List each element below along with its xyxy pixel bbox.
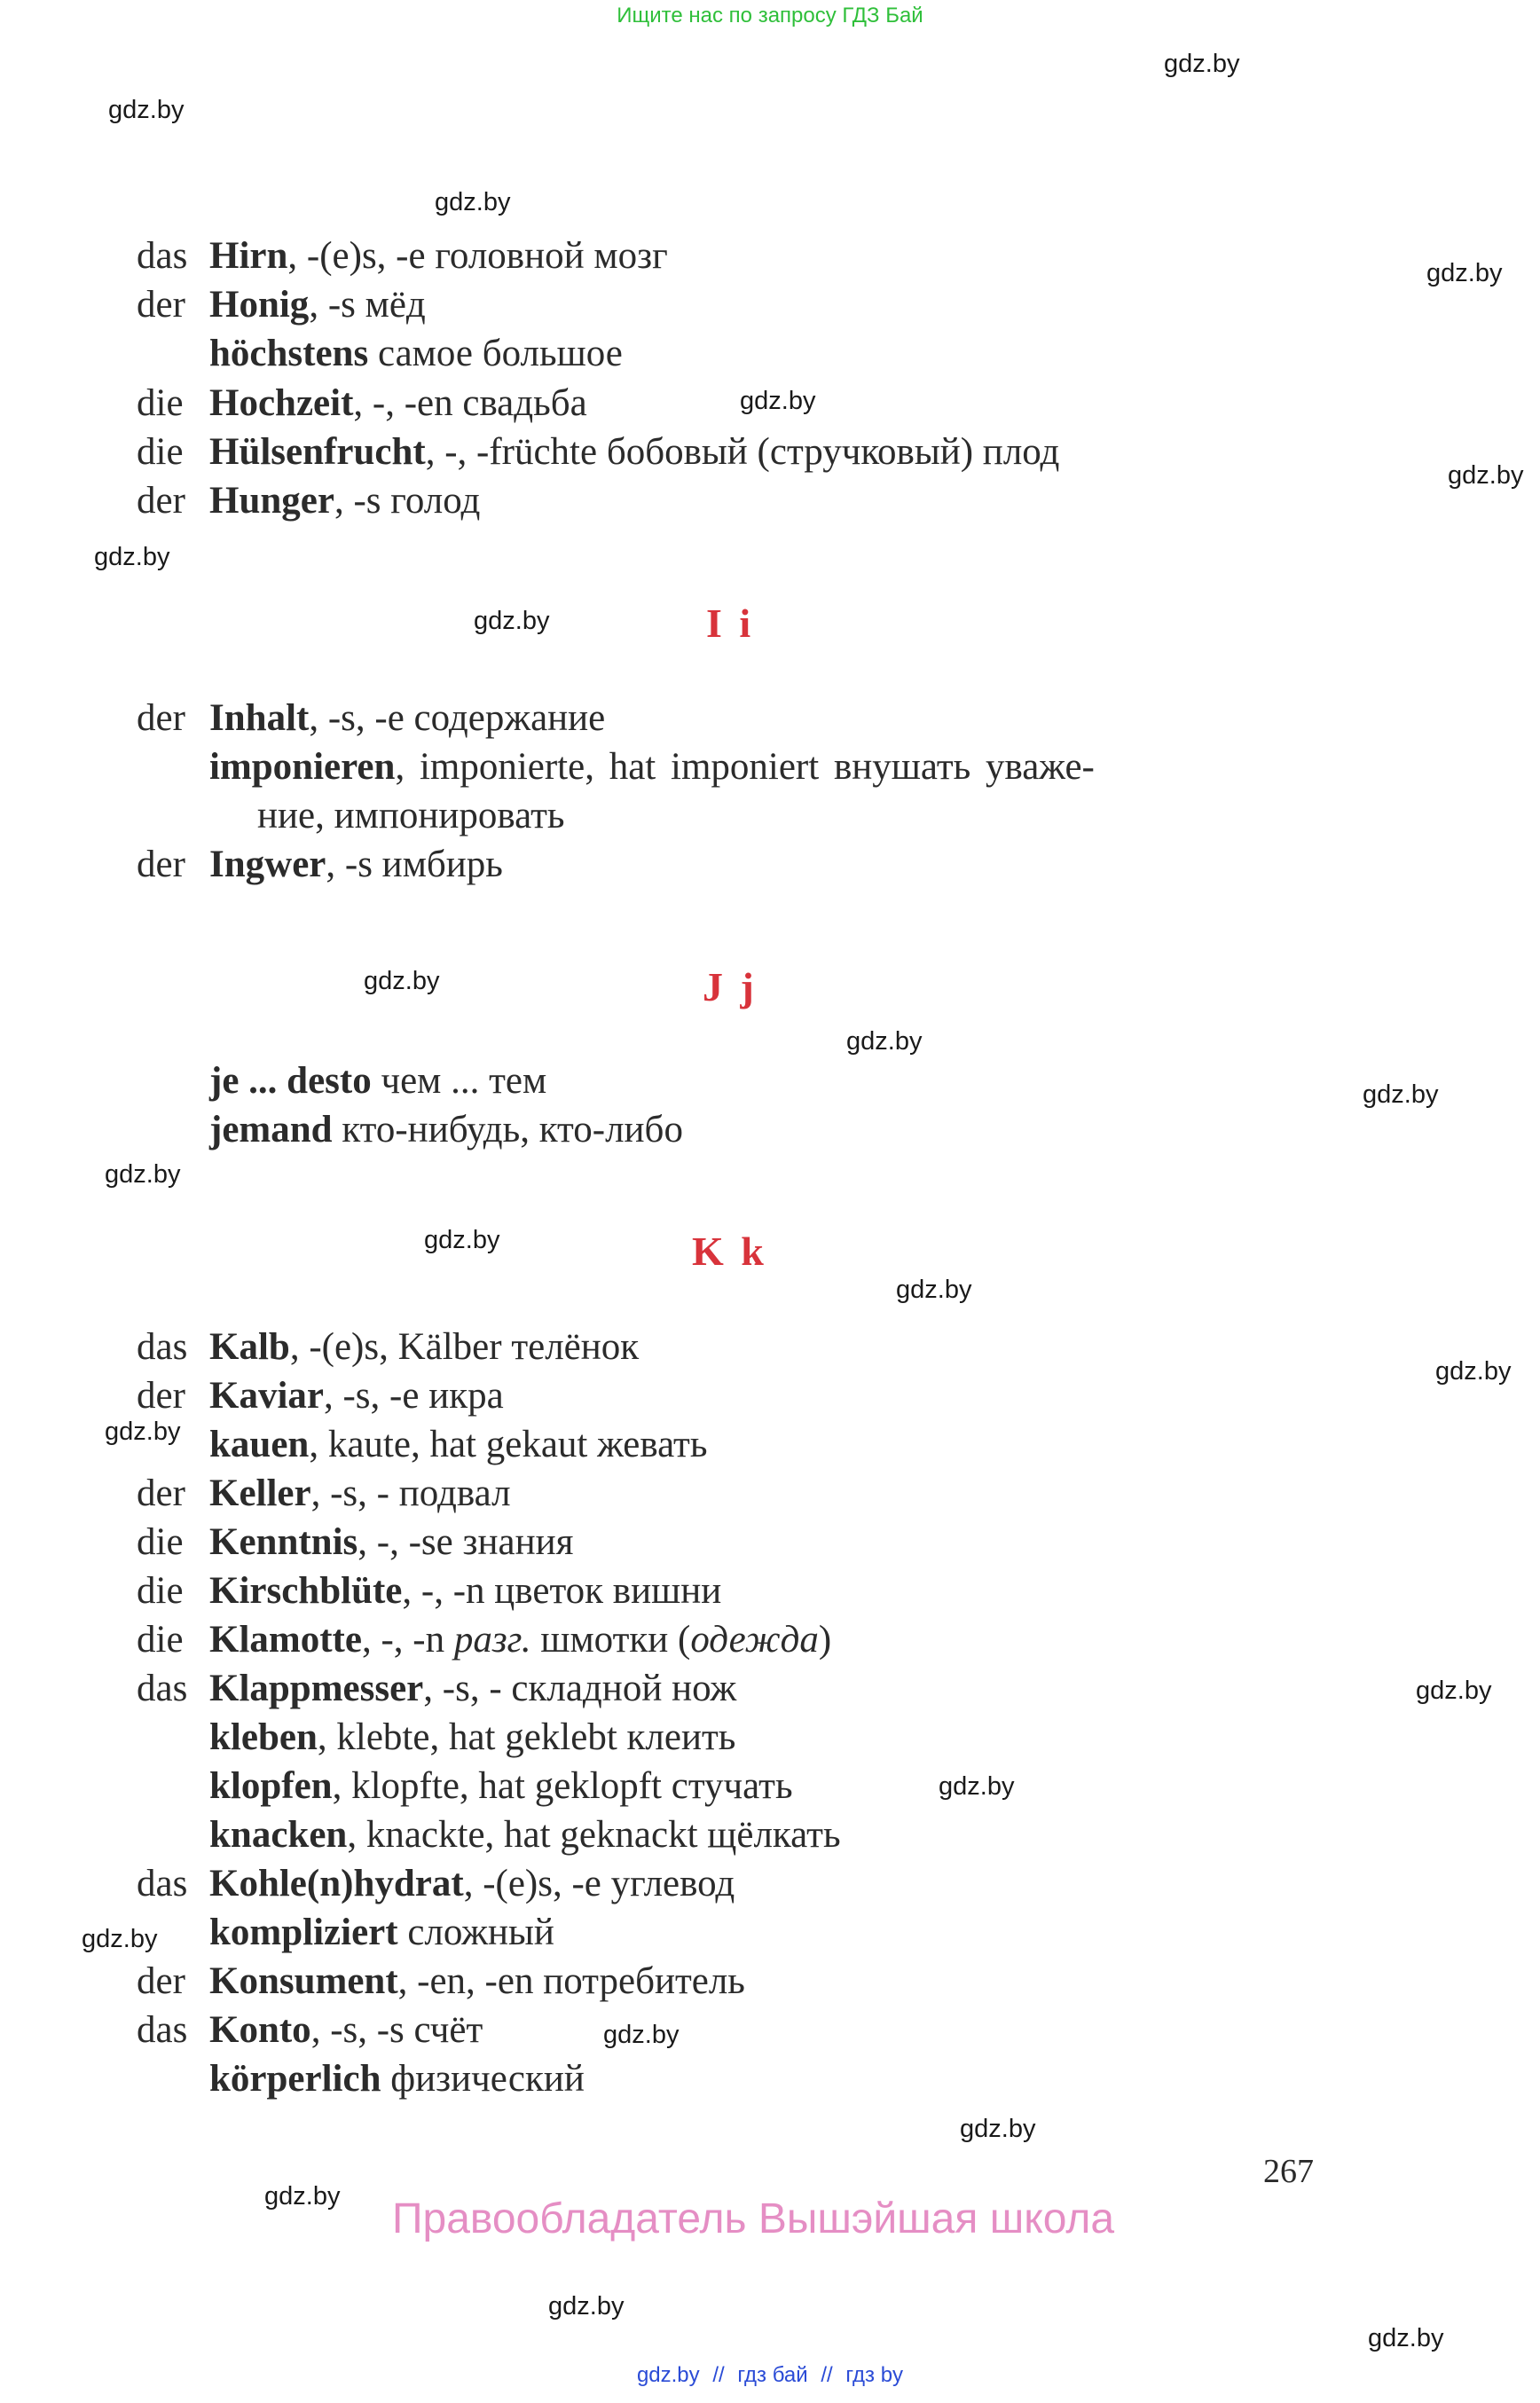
entry-article: das [137,1326,188,1368]
watermark: gdz.by [1448,461,1524,490]
entry-headword: Ingwer [209,844,326,885]
watermark: gdz.by [740,387,816,415]
watermark: gdz.by [82,1925,158,1953]
entry-definition: , -s мёд [309,284,426,326]
entry-article: das [137,1863,188,1904]
entry-definition: , -s, -e икра [323,1375,504,1417]
entry-headword: Klamotte [209,1619,362,1661]
entry-definition: , -, -früchte бобовый (стручковый) плод [425,431,1060,473]
entry-headword: Konto [209,2009,311,2051]
entry-headword: Hunger [209,480,334,522]
watermark: gdz.by [1363,1080,1439,1109]
entry-definition: , klopfte, hat geklopft стучать [332,1765,793,1807]
entry-article: die [137,1521,184,1563]
watermark: gdz.by [94,543,170,571]
watermark: gdz.by [435,188,511,216]
watermark: gdz.by [1164,50,1240,78]
watermark: gdz.by [1368,2324,1444,2352]
entry-article: das [137,235,188,277]
watermark: gdz.by [105,1160,181,1189]
watermark: gdz.by [960,2115,1036,2143]
entry-article: der [137,1960,185,2002]
entry-usage-note: одежда [690,1619,819,1661]
entry-headword: Klappmesser [209,1668,424,1709]
section-letter-i: I i [706,601,755,646]
watermark: gdz.by [1426,259,1503,287]
entry-definition: , klebte, hat geklebt клеить [317,1716,736,1758]
entry-headword: Honig [209,284,310,326]
section-letter-j: J j [703,964,758,1009]
link-separator: // [712,2363,725,2387]
entry-definition: , -, -n [361,1619,454,1661]
entry-definition: самое большое [368,333,623,374]
entry-definition: , -, -n цветок вишни [402,1570,722,1612]
entry-headword: Kaviar [209,1375,324,1417]
entry-definition: , -(e)s, -e головной мозг [287,235,668,277]
entry-headword: Kirschblüte [209,1570,403,1612]
entry-continuation: ние, импонировать [257,795,565,836]
entry-headword: je ... desto [209,1060,372,1102]
entry-article: der [137,1472,185,1514]
entry-headword: Hülsenfrucht [209,431,426,473]
entry-definition: , -, -en свадьба [353,382,587,424]
entry-headword: Hochzeit [209,382,354,424]
entry-article: das [137,2009,188,2051]
entry-headword: kauen [209,1424,310,1465]
entry-headword: Kohle(n)hydrat [209,1863,464,1904]
entry-definition: , -s, -s счёт [310,2009,483,2051]
entry-headword: höchstens [209,333,369,374]
entry-definition: , -s имбирь [326,844,503,885]
entry-article: der [137,480,185,522]
entry-headword: Hirn [209,235,288,277]
entry-definition: кто-нибудь, кто-либо [332,1109,683,1150]
entry-headword: jemand [209,1109,333,1150]
bottom-link[interactable]: gdz.by [636,2363,700,2387]
entry-article: die [137,382,184,424]
entry-usage-label: разг. [453,1619,531,1661]
watermark: gdz.by [105,1417,181,1446]
bottom-link[interactable]: гдз by [845,2363,904,2387]
entry-definition: , -s, - складной нож [423,1668,737,1709]
entry-headword: Inhalt [209,697,310,739]
entry-definition: ) [818,1619,832,1661]
entry-headword: kleben [209,1716,318,1758]
entry-headword: kompliziert [209,1912,398,1953]
entry-article: die [137,1619,184,1661]
watermark: gdz.by [603,2021,680,2049]
entry-definition: , -, -se знания [358,1521,574,1563]
entry-definition: чем ... тем [371,1060,547,1102]
entry-definition: , -s, -e содержание [309,697,606,739]
watermark: gdz.by [939,1772,1015,1801]
entry-headword: Keller [209,1472,311,1514]
watermark: gdz.by [548,2292,625,2321]
entry-definition: , -(e)s, -e углевод [463,1863,735,1904]
entry-article: der [137,844,185,885]
entry-article: die [137,431,184,473]
entry-definition: сложный [397,1912,554,1953]
entry-headword: Konsument [209,1960,398,2002]
entry-headword: knacken [209,1814,348,1856]
entry-headword: klopfen [209,1765,333,1807]
entry-definition: , -s голод [334,480,481,522]
entry-headword: imponieren [209,746,396,788]
watermark: gdz.by [424,1226,500,1254]
page-number: 267 [1263,2153,1314,2190]
watermark: gdz.by [108,96,185,124]
section-letter-k: K k [692,1229,767,1274]
watermark: gdz.by [846,1027,923,1056]
watermark: gdz.by [264,2182,341,2211]
watermark: gdz.by [1416,1677,1492,1705]
entry-definition: , kaute, hat gekaut жевать [309,1424,708,1465]
watermark: gdz.by [896,1276,972,1304]
link-separator: // [821,2363,833,2387]
entry-definition: шмотки ( [530,1619,691,1661]
bottom-links [0,2363,1540,2388]
entry-definition: , knackte, hat geknackt щёлкать [347,1814,841,1856]
entry-headword: Kenntnis [209,1521,358,1563]
top-search-banner[interactable]: Ищите нас по запросу ГДЗ Бай [617,4,923,27]
entry-article: der [137,284,185,326]
bottom-link[interactable]: гдз бай [737,2363,808,2387]
rights-holder-notice: Правообладатель Вышэйшая школа [392,2195,1115,2242]
entry-definition: физический [381,2058,585,2100]
entry-article: der [137,697,185,739]
entry-headword: Kalb [209,1326,290,1368]
watermark: gdz.by [364,967,440,995]
entry-definition: , -en, -en потребитель [397,1960,745,2002]
entry-article: die [137,1570,184,1612]
entry-headword: körperlich [209,2058,381,2100]
watermark: gdz.by [474,607,550,635]
entry-definition: , -s, - подвал [310,1472,511,1514]
entry-article: der [137,1375,185,1417]
entry-article: das [137,1668,188,1709]
entry-definition: , imponierte, hat imponiert внушать уваже- [395,746,1095,788]
entry-definition: , -(e)s, Kälber телёнок [289,1326,640,1368]
watermark: gdz.by [1435,1357,1512,1386]
